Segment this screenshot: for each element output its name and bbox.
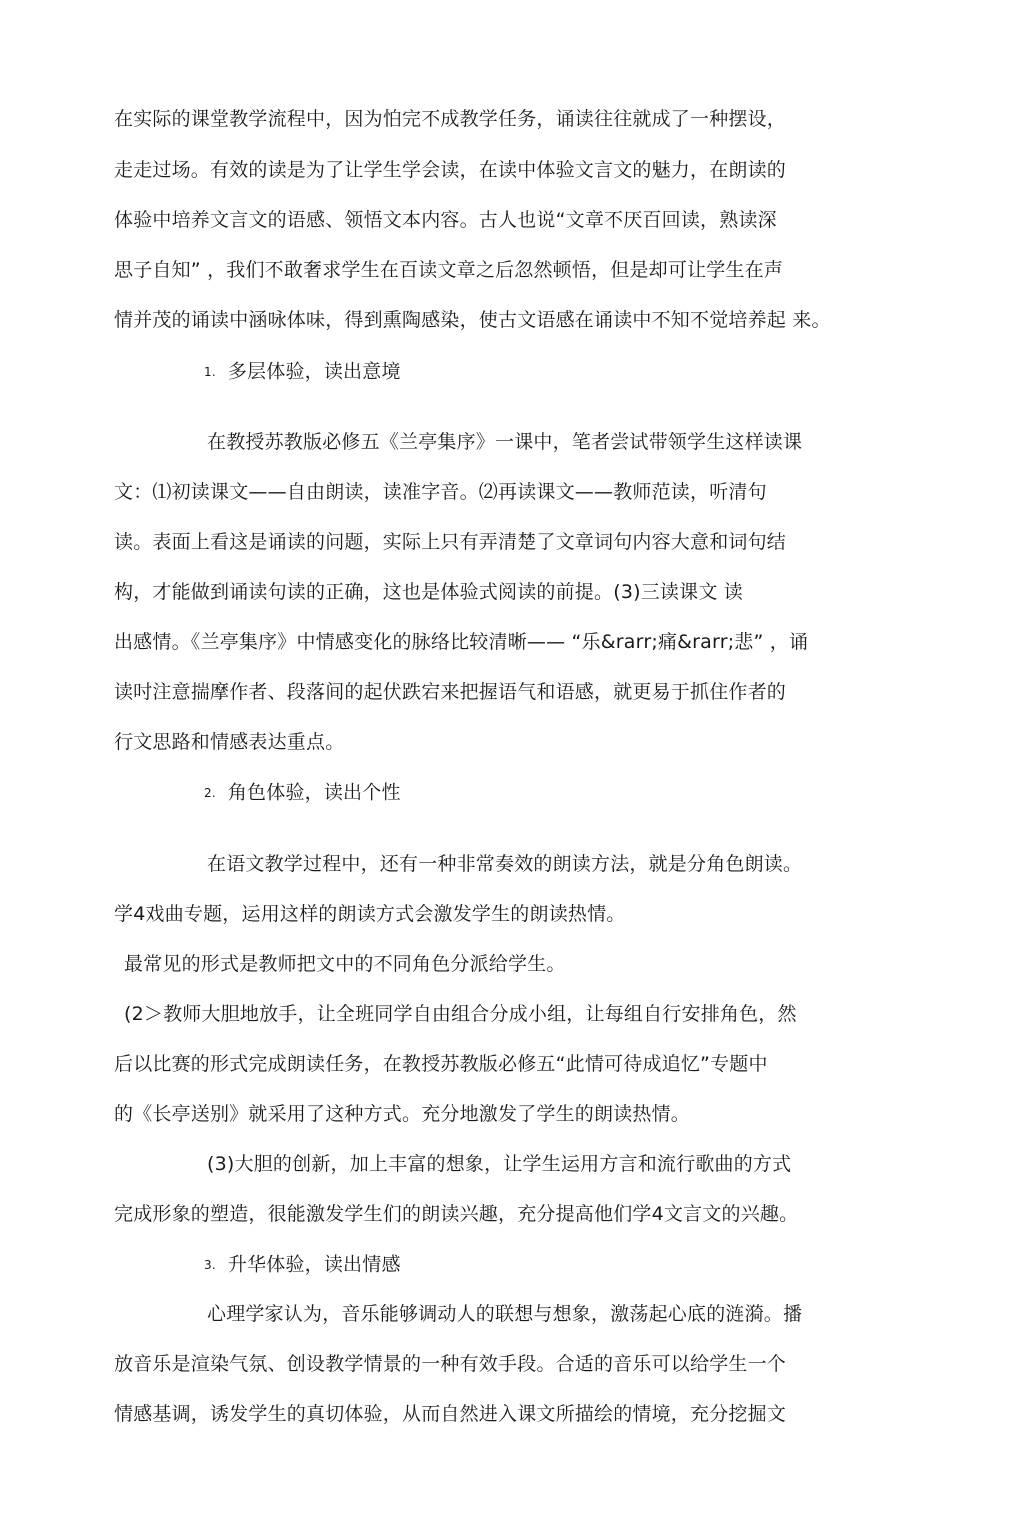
heading-text: 升华体验，读出情感 (227, 1253, 401, 1276)
paragraph-line: 放音乐是渲染气氛、创设教学情景的一种有效手段。合适的音乐可以给学生一个 (114, 1353, 787, 1375)
paragraph-line: 在实际的课堂教学流程中，因为怕完不成教学任务，诵读往往就成了一种摆设， (114, 108, 787, 130)
paragraph-line: 行文思路和情感表达重点。 (114, 731, 345, 753)
paragraph-line: 完成形象的塑造，很能激发学生们的朗读兴趣，充分提高他们学4文言文的兴趣。 (114, 1203, 799, 1225)
paragraph-line: 在教授苏教版必修五《兰亭集序》一课中，笔者尝试带领学生这样读课 (207, 431, 803, 453)
paragraph-line: 的《长亭送别》就采用了这种方式。充分地激发了学生的朗读热情。 (114, 1103, 691, 1125)
section-heading-1 (204, 359, 401, 384)
section-heading-2 (204, 780, 401, 805)
section-heading-3 (204, 1252, 401, 1277)
paragraph-line: 文：⑴初读课文——自由朗读，读准字音。⑵再读课文——教师范读，听清句 (114, 481, 767, 503)
paragraph-line: 读。表面上看这是诵读的问题，实际上只有弄清楚了文章词句内容大意和词句结 (114, 531, 787, 553)
paragraph-line: 最常见的形式是教师把文中的不同角色分派给学生。 (124, 953, 566, 975)
paragraph-line: 在语文教学过程中，还有一种非常奏效的朗读方法，就是分角色朗读。 (207, 853, 803, 875)
paragraph-line: 学4戏曲专题，运用这样的朗读方式会激发学生的朗读热情。 (114, 903, 626, 925)
heading-text: 多层体验，读出意境 (227, 360, 401, 383)
paragraph-line: 体验中培养文言文的语感、领悟文本内容。古人也说“文章不厌百回读，熟读深 (114, 209, 777, 231)
paragraph-line: 构，才能做到诵读句读的正确，这也是体验式阅读的前提。(3)三读课文 读 (114, 581, 743, 603)
paragraph-line: 走走过场。有效的读是为了让学生学会读，在读中体验文言文的魅力，在朗读的 (114, 159, 787, 181)
paragraph-line: 思子自知” ，我们不敢奢求学生在百读文章之后忽然顿悟，但是却可让学生在声 (114, 259, 784, 281)
heading-number: 3. (204, 1257, 216, 1272)
heading-number: 1. (204, 364, 216, 379)
paragraph-line: 后以比赛的形式完成朗读任务，在教授苏教版必修五“此情可待成追忆”专题中 (114, 1053, 768, 1075)
paragraph-line: (3)大胆的创新，加上丰富的想象，让学生运用方言和流行歌曲的方式 (207, 1153, 792, 1175)
heading-number: 2. (204, 785, 216, 800)
paragraph-line: (2＞教师大胆地放手，让全班同学自由组合分成小组，让每组自行安排角色，然 (124, 1003, 797, 1025)
paragraph-line: 心理学家认为，音乐能够调动人的联想与想象，激荡起心底的涟漪。播 (207, 1303, 803, 1325)
paragraph-line: 读吋注意揣摩作者、段落间的起伏跌宕来把握语气和语感，就更易于抓住作者的 (114, 681, 787, 703)
paragraph-line: 出感情。《兰亭集序》中情感变化的脉络比较清晰—— “乐&rarr;痛&rarr;悲” ，诵 (114, 631, 809, 653)
heading-text: 角色体验，读出个性 (227, 781, 401, 804)
paragraph-line: 情并茂的诵读中涵咏体味，得到熏陶感染，使古文语感在诵读中不知不觉培养起 来。 (114, 309, 831, 331)
paragraph-line: 情感基调，诱发学生的真切体验，从而自然进入课文所描绘的情境，充分挖掘文 (114, 1403, 787, 1425)
